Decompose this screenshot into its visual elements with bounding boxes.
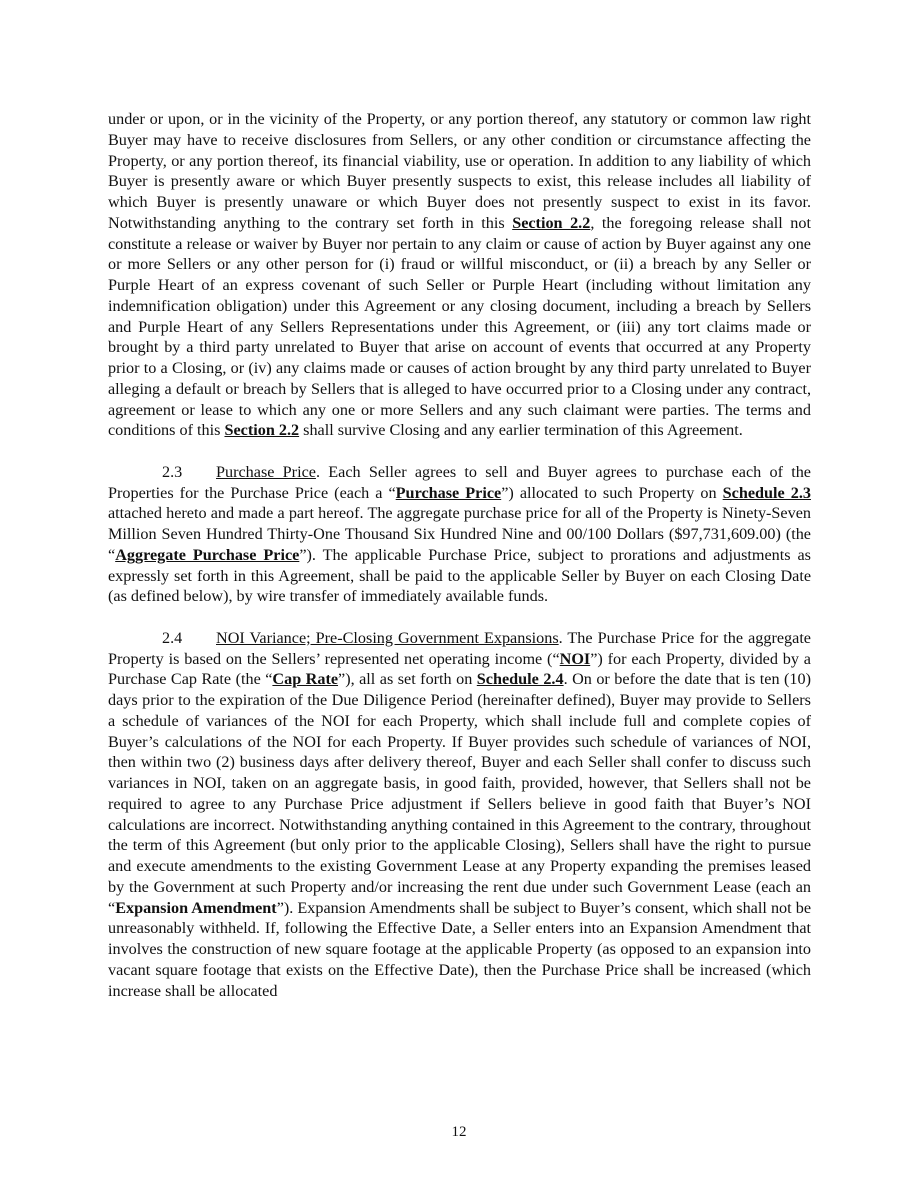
schedule-reference: Schedule 2.4 [476, 670, 564, 689]
section-reference: Section 2.2 [512, 213, 591, 232]
paragraph-section-2-3: 2.3 Purchase Price. Each Seller agrees to sell and Buyer agrees to purchase each of the Properties for the Purchase Price (each a “Purchase Price”) allocated to such Property on Schedule 2.3 attached hereto and made a part hereof. The aggregate purchase price for all of the Property is Ninety-Seven Million Seven Hundred Thirty-One Thousand Six Hundred Nine and 00/100 Dollars ($97,731,609.00) (the “Aggregate Purchase Price”). The applicable Purchase Price, subject to prorations and adjustments as expressly set forth in this Agreement, shall be paid to the applicable Seller by Buyer on each Closing Date (as defined below), by wire transfer of immediately available funds. [108, 462, 811, 606]
defined-term: NOI [559, 649, 591, 668]
defined-term: Purchase Price [395, 483, 502, 502]
page-number: 12 [451, 1124, 467, 1140]
section-number: 2.3 [162, 462, 183, 481]
page-body [108, 109, 811, 1001]
section-heading: Purchase Price [216, 462, 316, 481]
paragraph-release-continuation: under or upon, or in the vicinity of the Property, or any portion thereof, any statutory or common law right Buyer may have to receive disclosures from Sellers, or any other condition or circumstance affecting the Property, or any portion thereof, its financial viability, use or operation. In addition to any liability of which Buyer is presently aware or which Buyer presently suspects to exist, this release includes all liability of which Buyer is presently unaware or which Buyer does not presently suspect to exist in its favor. Notwithstanding anything to the contrary set forth in this Section 2.2, the foregoing release shall not constitute a release or waiver by Buyer nor pertain to any claim or cause of action by Buyer against any one or more Sellers or any other person for (i) fraud or willful misconduct, or (ii) a breach by any Seller or Purple Heart of an express covenant of such Seller or Purple Heart (including without limitation any indemnification obligation) under this Agreement or any closing document, including a breach by Sellers and Purple Heart of any Sellers Representations under this Agreement, or (iii) any tort claims made or brought by a third party unrelated to Buyer that arise on account of events that occurred at any Property prior to a Closing, or (iv) any claims made or causes of action brought by any third party unrelated to Buyer alleging a default or breach by Sellers that is alleged to have occurred prior to a Closing under any contract, agreement or lease to which any one or more Sellers and any such claimant were parties. The terms and conditions of this Section 2.2 shall survive Closing and any earlier termination of this Agreement. [108, 110, 811, 440]
defined-term: Aggregate Purchase Price [115, 545, 300, 564]
section-heading: NOI Variance; Pre-Closing Government Expansions [216, 628, 559, 647]
defined-term: Expansion Amendment [115, 898, 277, 917]
schedule-reference: Schedule 2.3 [722, 483, 811, 502]
defined-term: Cap Rate [272, 670, 339, 689]
section-number: 2.4 [162, 628, 183, 647]
paragraph-section-2-4: 2.4 NOI Variance; Pre-Closing Government Expansions. The Purchase Price for the aggregate Property is based on the Sellers’ represented net operating income (“NOI”) for each Property, divided by a Purchase Cap Rate (the “Cap Rate”), all as set forth on Schedule 2.4. On or before the date that is ten (10) days prior to the expiration of the Due Diligence Period (hereinafter defined), Buyer may provide to Sellers a schedule of variances of the NOI for each Property, which shall include full and complete copies of Buyer’s calculations of the NOI for each Property. If Buyer provides such schedule of variances of NOI, then within two (2) business days after delivery thereof, Buyer and each Seller shall confer to discuss such variances in NOI, taken on an aggregate basis, in good faith, provided, however, that Sellers shall not be required to agree to any Purchase Price adjustment if Sellers believe in good faith that Buyer’s NOI calculations are incorrect. Notwithstanding anything contained in this Agreement to the contrary, throughout the term of this Agreement (but only prior to the applicable Closing), Sellers shall have the right to pursue and execute amendments to the existing Government Lease at any Property expanding the premises leased by the Government at such Property and/or increasing the rent due under such Government Lease (each an “Expansion Amendment”). Expansion Amendments shall be subject to Buyer’s consent, which shall not be unreasonably withheld. If, following the Effective Date, a Seller enters into an Expansion Amendment that involves the construction of new square footage at the applicable Property (as opposed to an expansion into vacant square footage that exists on the Effective Date), then the Purchase Price shall be increased (which increase shall be allocated [108, 628, 811, 1000]
section-reference: Section 2.2 [224, 421, 300, 440]
